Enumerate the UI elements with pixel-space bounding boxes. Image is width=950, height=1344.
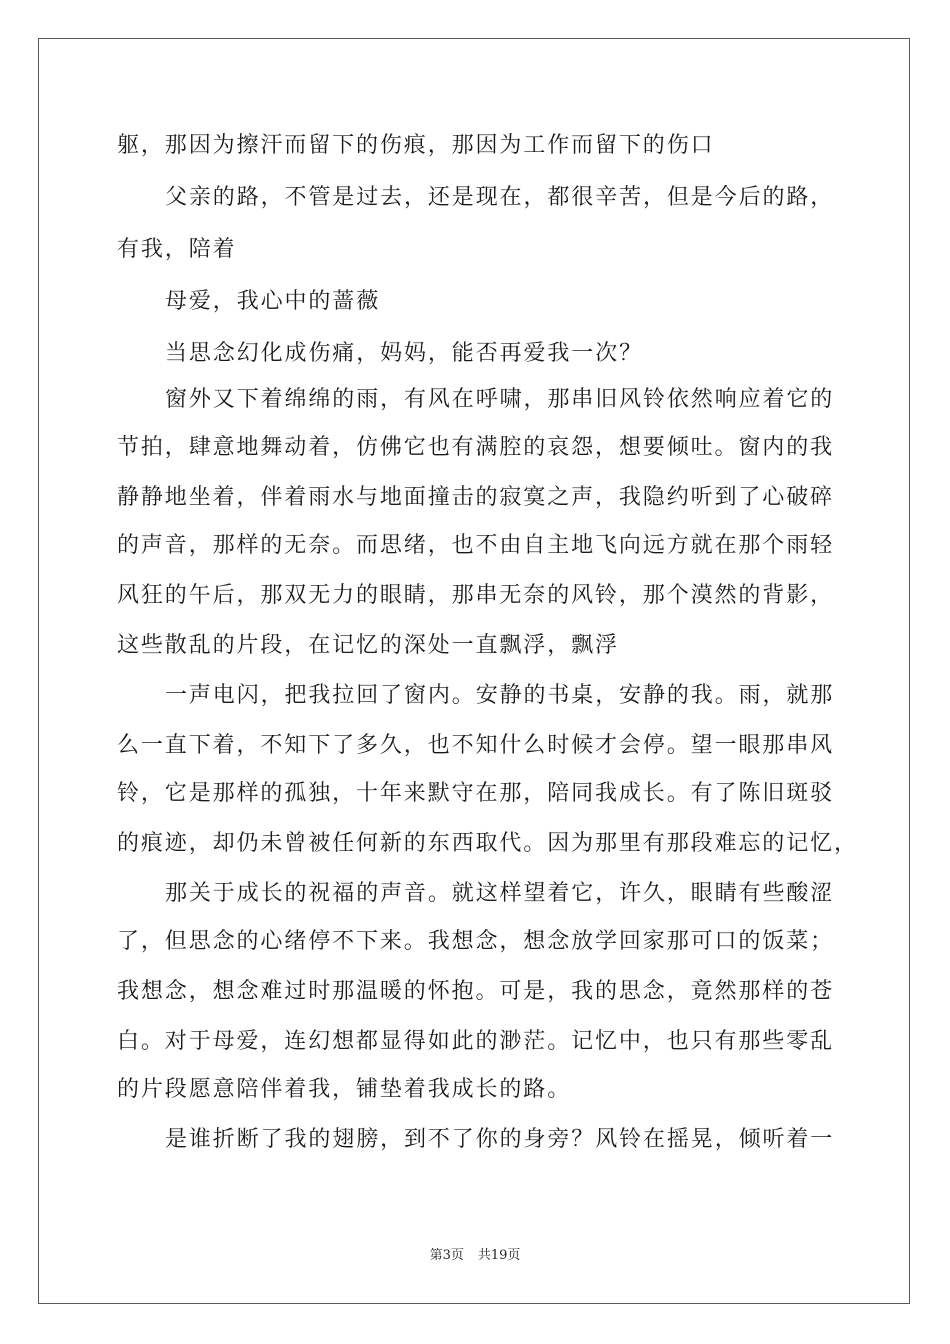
text-line: 的声音，那样的无奈。而思绪，也不由自主地飞向远方就在那个雨轻 bbox=[117, 533, 835, 558]
page-border bbox=[38, 38, 910, 1304]
text-line: 白。对于母爱，连幻想都显得如此的渺茫。记忆中，也只有那些零乱 bbox=[117, 1029, 835, 1054]
text-line: 那关于成长的祝福的声音。就这样望着它，许久，眼睛有些酸涩 bbox=[165, 881, 835, 906]
page-number-total: 共19页 bbox=[477, 1248, 521, 1263]
text-line: 母爱，我心中的蔷薇 bbox=[165, 289, 381, 314]
text-line: 一声电闪，把我拉回了窗内。安静的书桌，安静的我。雨，就那 bbox=[165, 683, 835, 708]
text-line: 风狂的午后，那双无力的眼睛，那串无奈的风铃，那个漠然的背影， bbox=[117, 583, 835, 608]
text-line: 铃，它是那样的孤独，十年来默守在那，陪同我成长。有了陈旧斑驳 bbox=[117, 781, 835, 806]
text-line: 是谁折断了我的翅膀，到不了你的身旁？风铃在摇晃，倾听着一 bbox=[165, 1127, 835, 1152]
text-line: 节拍，肆意地舞动着，仿佛它也有满腔的哀怨，想要倾吐。窗内的我 bbox=[117, 435, 835, 460]
page-footer bbox=[0, 1247, 950, 1265]
text-line: 父亲的路，不管是过去，还是现在，都很辛苦，但是今后的路， bbox=[165, 185, 835, 210]
text-line: 当思念幻化成伤痛，妈妈，能否再爱我一次？ bbox=[165, 341, 644, 366]
text-line: 有我，陪着 bbox=[117, 237, 237, 262]
text-line: 的片段愿意陪伴着我，铺垫着我成长的路。 bbox=[117, 1077, 572, 1102]
text-line: 这些散乱的片段，在记忆的深处一直飘浮，飘浮 bbox=[117, 633, 619, 658]
text-line: 了，但思念的心绪停不下来。我想念，想念放学回家那可口的饭菜； bbox=[117, 929, 835, 954]
page-number-current: 第3页 bbox=[429, 1248, 464, 1263]
text-line: 静静地坐着，伴着雨水与地面撞击的寂寞之声，我隐约听到了心破碎 bbox=[117, 485, 835, 510]
text-line: 躯，那因为擦汗而留下的伤痕，那因为工作而留下的伤口 bbox=[117, 133, 715, 158]
text-line: 窗外又下着绵绵的雨，有风在呼啸，那串旧风铃依然响应着它的 bbox=[165, 387, 835, 412]
text-line: 我想念，想念难过时那温暖的怀抱。可是，我的思念，竟然那样的苍 bbox=[117, 979, 835, 1004]
text-line: 么一直下着，不知下了多久，也不知什么时候才会停。望一眼那串风 bbox=[117, 733, 835, 758]
text-line: 的痕迹，却仍未曾被任何新的东西取代。因为那里有那段难忘的记忆， bbox=[117, 831, 858, 856]
